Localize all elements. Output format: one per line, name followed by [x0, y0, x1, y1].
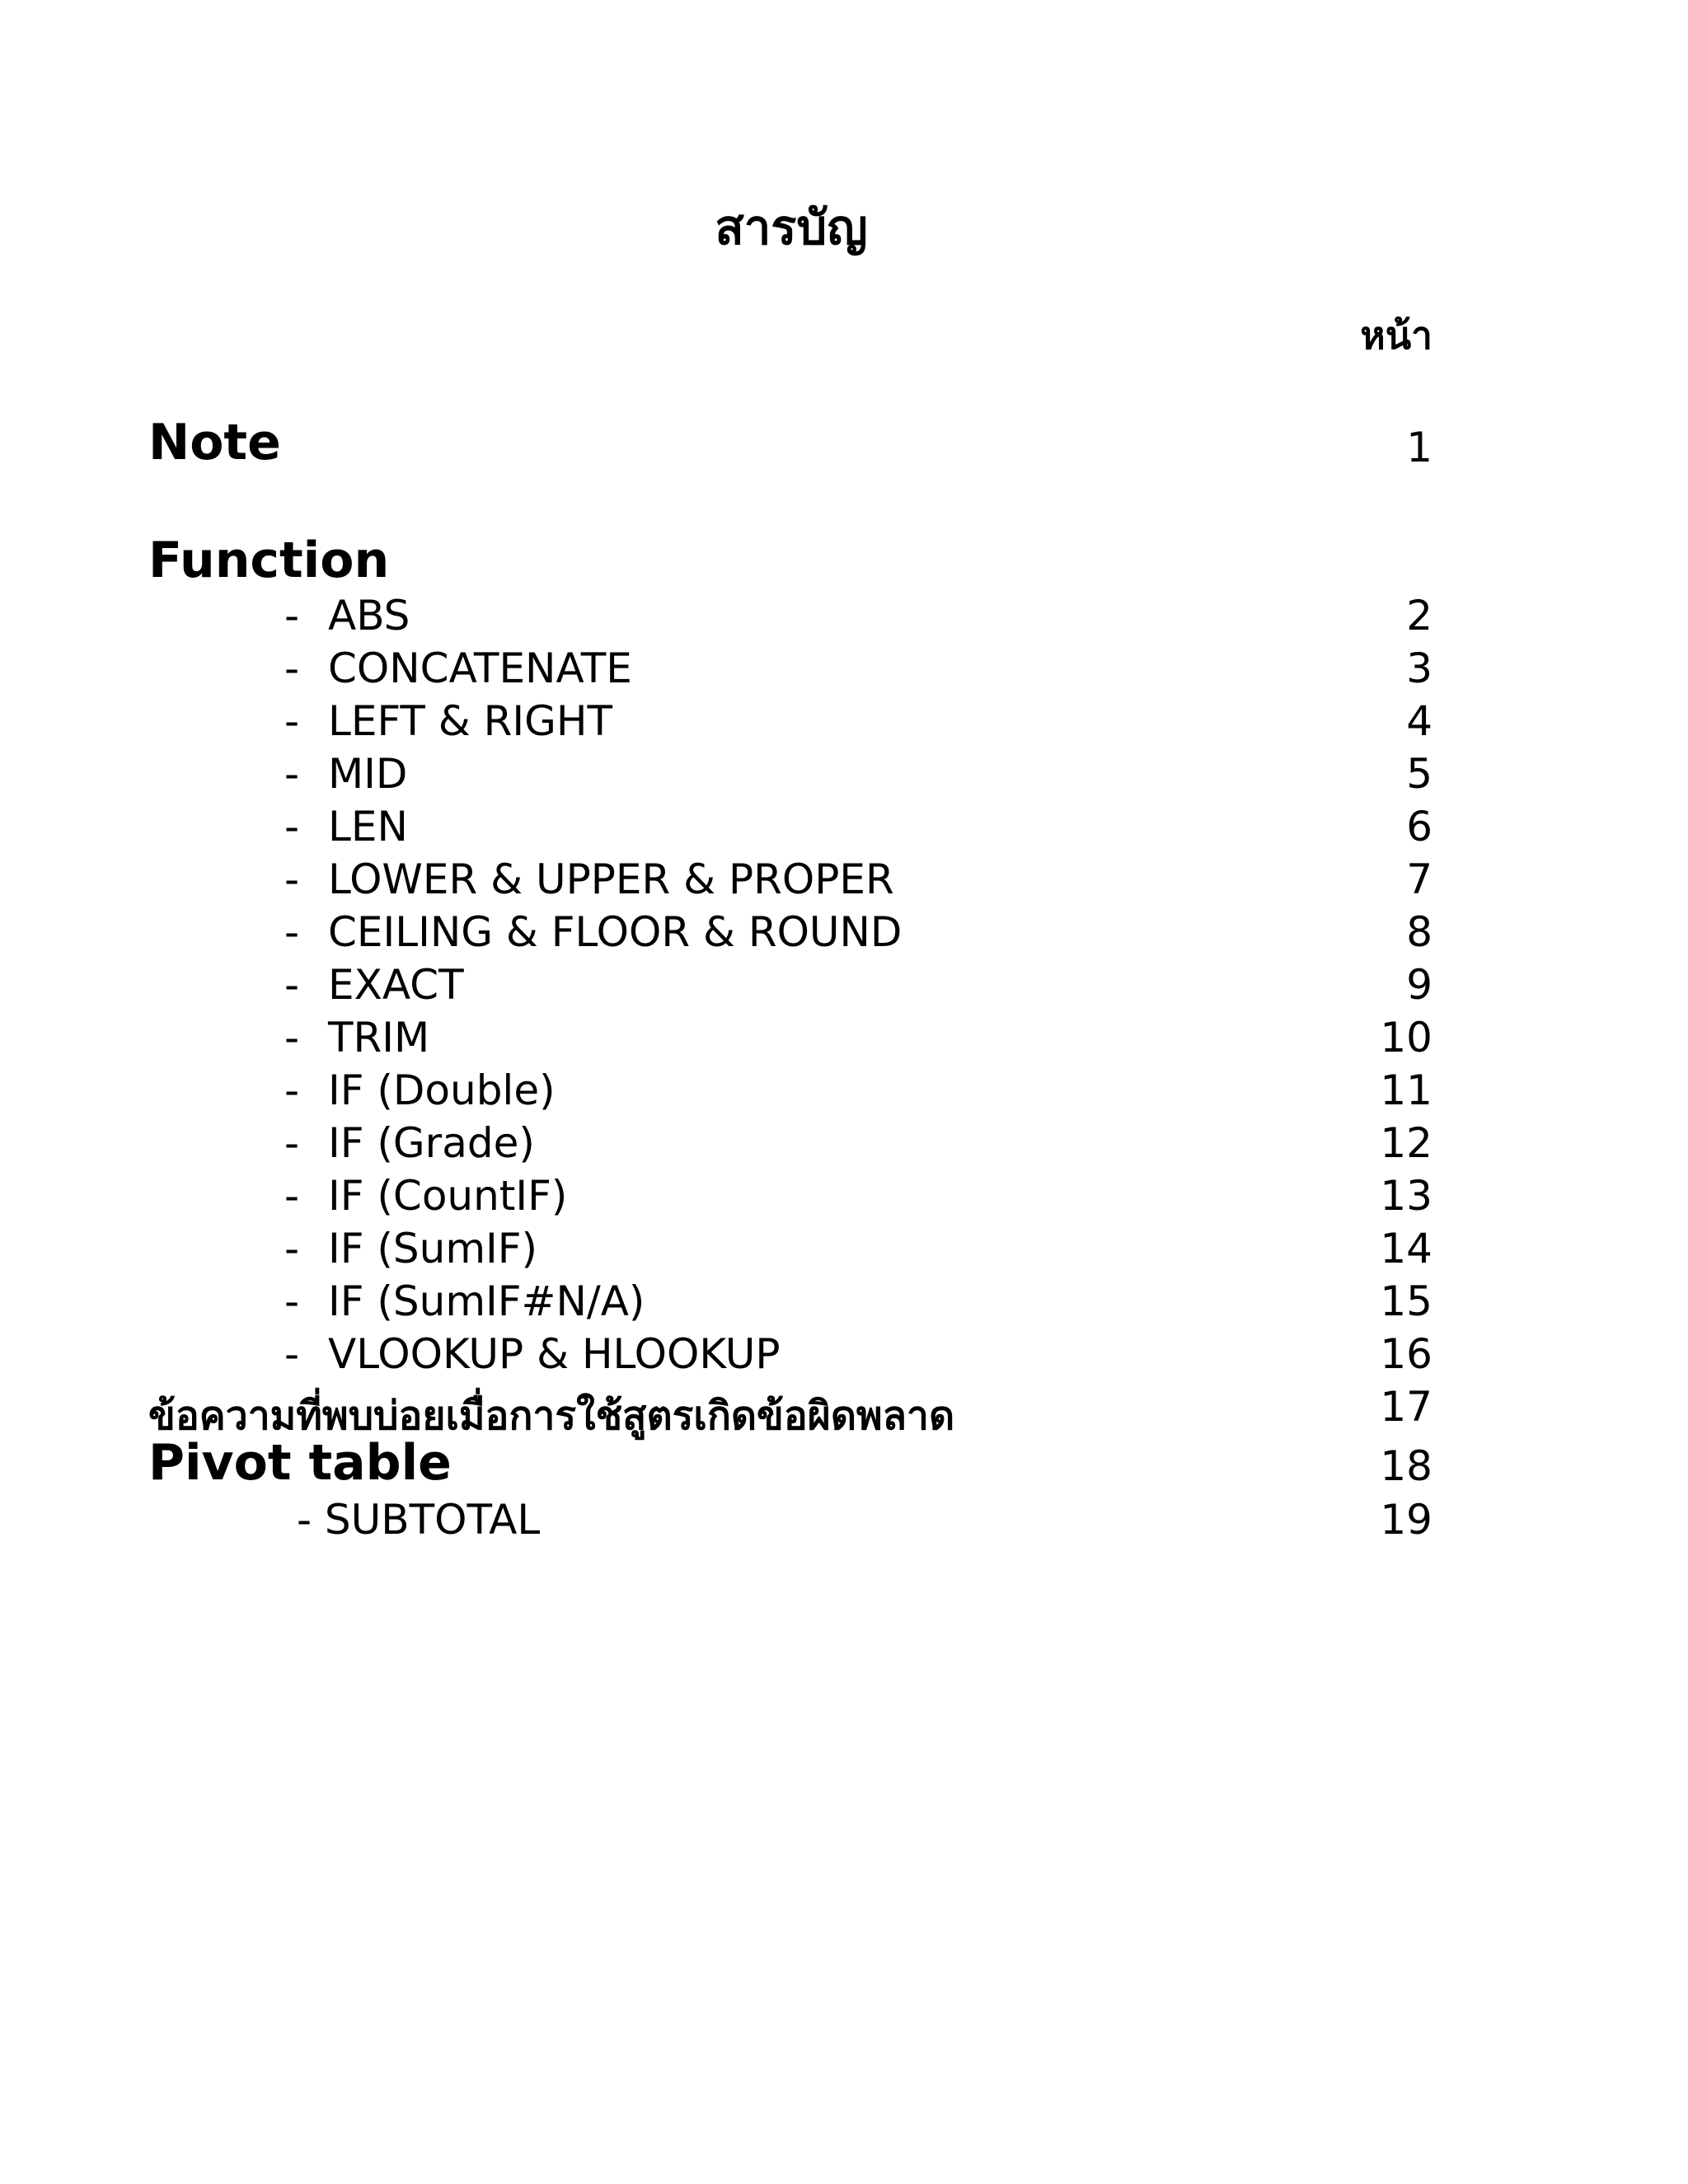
toc-entry-note — [0, 414, 1688, 471]
function-item-label — [284, 855, 894, 903]
function-name: ABS — [328, 592, 410, 640]
dash: - — [284, 855, 300, 903]
toc-entry-function-item — [0, 697, 1688, 750]
toc-entry-function-item — [0, 1119, 1688, 1172]
toc-entry-pivot — [0, 1434, 1688, 1492]
dash: - — [284, 1330, 300, 1378]
toc-entry-function-item — [0, 1330, 1688, 1383]
dash: - — [284, 1172, 300, 1220]
function-name: LEN — [328, 803, 408, 851]
function-item-label — [284, 1277, 645, 1325]
pivot-item-label: - SUBTOTAL — [297, 1496, 541, 1544]
page-number: 14 — [1380, 1225, 1432, 1272]
function-name: IF (SumIF) — [328, 1225, 538, 1272]
page-number: 18 — [1380, 1442, 1432, 1490]
dash: - — [284, 961, 300, 1009]
function-item-label — [284, 961, 464, 1009]
toc-entry-function-item — [0, 1066, 1688, 1119]
page-number: 8 — [1406, 908, 1432, 956]
page-number: 4 — [1406, 697, 1432, 745]
dash: - — [284, 592, 300, 640]
toc-entry-function-item — [0, 644, 1688, 697]
function-item-label — [284, 1330, 781, 1378]
toc-entry-function-item — [0, 1172, 1688, 1225]
function-item-label — [284, 750, 407, 798]
toc-entry-function-item — [0, 750, 1688, 803]
function-name: MID — [328, 750, 408, 798]
page-number: 2 — [1406, 592, 1432, 640]
function-item-label — [284, 908, 902, 956]
function-name: IF (Grade) — [328, 1119, 535, 1167]
page-number: 15 — [1380, 1277, 1432, 1325]
function-item-label — [284, 1066, 556, 1114]
function-item-label — [284, 592, 410, 640]
dash: - — [284, 1277, 300, 1325]
page-number: 7 — [1406, 855, 1432, 903]
function-name: EXACT — [328, 961, 464, 1009]
page-number: 9 — [1406, 961, 1432, 1009]
function-item-label — [284, 644, 632, 692]
toc-entry-function-item — [0, 1225, 1688, 1277]
toc-entry-function-item — [0, 1014, 1688, 1066]
page-number: 12 — [1380, 1119, 1432, 1167]
section-title: ข้อความที่พบบ่อยเมื่อการใช้สูตรเกิดข้อผิดพลาด — [148, 1393, 955, 1439]
function-item-label — [284, 1014, 429, 1062]
toc-entry-function-item — [0, 803, 1688, 855]
page-number: 17 — [1380, 1383, 1432, 1431]
section-title: Function — [148, 532, 390, 589]
section-title: Note — [148, 414, 281, 471]
toc-entry-function-item — [0, 592, 1688, 644]
page-number: 5 — [1406, 750, 1432, 798]
page-number: 11 — [1380, 1066, 1432, 1114]
function-name: LOWER & UPPER & PROPER — [328, 855, 894, 903]
page-number: 6 — [1406, 803, 1432, 851]
dash: - — [284, 1014, 300, 1062]
page-number: 3 — [1406, 644, 1432, 692]
page-number: 10 — [1380, 1014, 1432, 1062]
dash: - — [284, 803, 300, 851]
page-number: 19 — [1380, 1496, 1432, 1544]
function-name: LEFT & RIGHT — [328, 697, 613, 745]
page-column-label: หน้า — [1360, 313, 1432, 358]
toc-entry-function-item — [0, 1277, 1688, 1330]
page-title: สารบัญ — [715, 199, 868, 255]
function-item-label — [284, 1172, 567, 1220]
dash: - — [284, 644, 300, 692]
toc-entry-errors — [0, 1383, 1688, 1439]
dash: - — [284, 1066, 300, 1114]
dash: - — [284, 1225, 300, 1272]
toc-entry-function-item — [0, 855, 1688, 908]
toc-entry-function-item — [0, 908, 1688, 961]
function-name: TRIM — [328, 1014, 430, 1062]
toc-entry-function — [0, 532, 1688, 589]
function-name: VLOOKUP & HLOOKUP — [328, 1330, 781, 1378]
dash: - — [284, 1119, 300, 1167]
dash: - — [284, 750, 300, 798]
function-item-label — [284, 1119, 535, 1167]
function-name: IF (Double) — [328, 1066, 556, 1114]
section-title: Pivot table — [148, 1434, 452, 1492]
toc-entry-pivot-item — [0, 1496, 1688, 1549]
function-item-label — [284, 1225, 537, 1272]
function-name: CONCATENATE — [328, 644, 632, 692]
toc-entry-function-item — [0, 961, 1688, 1014]
function-name: CEILING & FLOOR & ROUND — [328, 908, 903, 956]
function-item-label — [284, 697, 612, 745]
dash: - — [284, 908, 300, 956]
page-number: 13 — [1380, 1172, 1432, 1220]
page-number: 1 — [1406, 424, 1432, 471]
dash: - — [284, 697, 300, 745]
function-name: IF (CountIF) — [328, 1172, 568, 1220]
function-name: IF (SumIF#N/A) — [328, 1277, 645, 1325]
page-number: 16 — [1380, 1330, 1432, 1378]
function-item-label — [284, 803, 408, 851]
